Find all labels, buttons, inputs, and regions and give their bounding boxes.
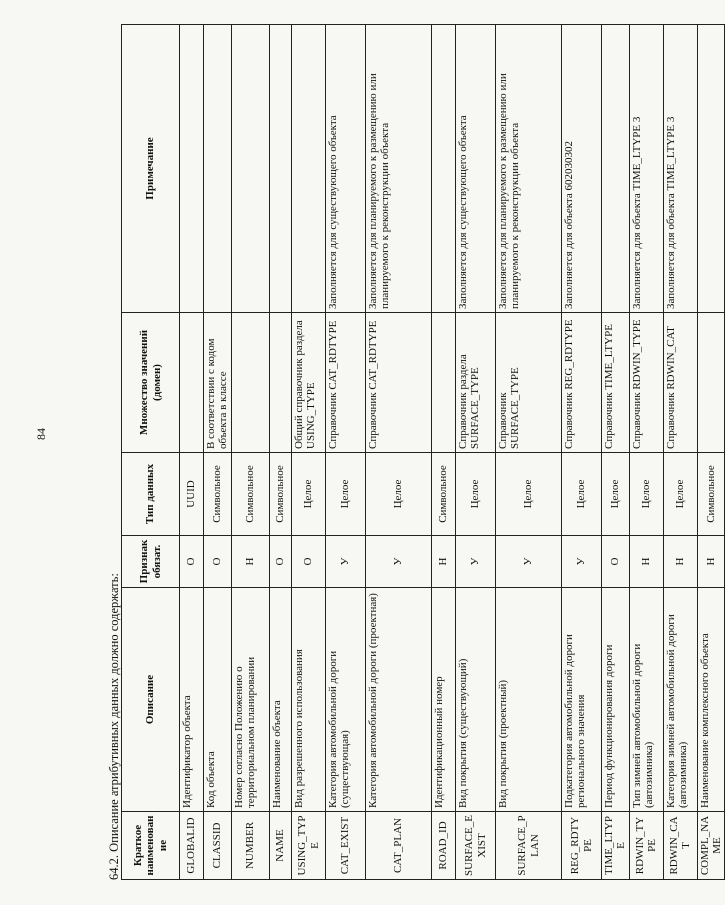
cell-required: О: [204, 536, 232, 588]
cell-required: Н: [663, 536, 697, 588]
cell-domain: [270, 313, 292, 453]
header-domain: Множество значений (домен): [122, 313, 180, 453]
table-row: [180, 25, 204, 880]
cell-short-name: COMPL_NAME: [697, 812, 725, 880]
cell-domain: [432, 313, 456, 453]
table-row: [496, 25, 562, 880]
cell-domain: Справочник раздела SURFACE_TYPE: [456, 313, 496, 453]
table-row: [697, 25, 725, 880]
cell-note: [204, 25, 232, 313]
cell-data-type: Целое: [562, 453, 602, 536]
cell-description: Идентификационный номер: [432, 588, 456, 812]
cell-data-type: Целое: [629, 453, 663, 536]
cell-data-type: Символьное: [697, 453, 725, 536]
cell-domain: В соответствии с кодом объекта в классе: [204, 313, 232, 453]
table-row: [629, 25, 663, 880]
cell-short-name: SURFACE_PLAN: [496, 812, 562, 880]
header-note: Примечание: [122, 25, 180, 313]
cell-description: Вид покрытия (существующий): [456, 588, 496, 812]
table-row: [602, 25, 630, 880]
cell-domain: [232, 313, 270, 453]
cell-required: О: [180, 536, 204, 588]
cell-note: [180, 25, 204, 313]
table-row: [456, 25, 496, 880]
cell-data-type: Целое: [602, 453, 630, 536]
cell-data-type: Целое: [326, 453, 366, 536]
cell-description: Период функционирования дороги: [602, 588, 630, 812]
attribute-table: [121, 24, 725, 880]
header-description: Описание: [122, 588, 180, 812]
cell-required: У: [562, 536, 602, 588]
table-header-row: [122, 25, 180, 880]
table-row: [562, 25, 602, 880]
cell-short-name: REG_RDTYPE: [562, 812, 602, 880]
cell-note: Заполняется для существующего объекта: [326, 25, 366, 313]
rotated-document-sheet: [107, 25, 723, 880]
cell-data-type: UUID: [180, 453, 204, 536]
cell-required: У: [456, 536, 496, 588]
cell-description: Наименование комплексного объекта: [697, 588, 725, 812]
cell-note: Заполняется для объекта TIME_LTYPE 3: [629, 25, 663, 313]
cell-data-type: Символьное: [232, 453, 270, 536]
cell-description: Код объекта: [204, 588, 232, 812]
header-data-type: Тип данных: [122, 453, 180, 536]
cell-note: Заполняется для планируемого к размещению или планируемого к реконструкции объекта: [496, 25, 562, 313]
cell-required: Н: [629, 536, 663, 588]
cell-description: Подкатегория автомобильной дороги регионального значения: [562, 588, 602, 812]
cell-data-type: Символьное: [204, 453, 232, 536]
cell-domain: Справочник RDWIN_TYPE: [629, 313, 663, 453]
cell-note: [697, 25, 725, 313]
table-row: [204, 25, 232, 880]
cell-data-type: Символьное: [432, 453, 456, 536]
cell-data-type: Целое: [292, 453, 326, 536]
cell-note: [270, 25, 292, 313]
cell-short-name: NAME: [270, 812, 292, 880]
cell-short-name: NUMBER: [232, 812, 270, 880]
cell-data-type: Целое: [663, 453, 697, 536]
cell-required: Н: [232, 536, 270, 588]
cell-description: Вид разрешенного использования: [292, 588, 326, 812]
cell-required: О: [602, 536, 630, 588]
cell-data-type: Символьное: [270, 453, 292, 536]
cell-note: [292, 25, 326, 313]
cell-required: О: [292, 536, 326, 588]
cell-note: Заполняется для объекта 602030302: [562, 25, 602, 313]
cell-note: Заполняется для планируемого к размещению или планируемого к реконструкции объекта: [366, 25, 432, 313]
cell-short-name: GLOBALID: [180, 812, 204, 880]
table-row: [663, 25, 697, 880]
cell-required: О: [270, 536, 292, 588]
cell-data-type: Целое: [496, 453, 562, 536]
page-number: 84: [34, 428, 48, 440]
header-required: Признак обязат.: [122, 536, 180, 588]
cell-note: [232, 25, 270, 313]
section-intro: 64.2. Описание атрибутивных данных должно содержать:: [107, 573, 121, 880]
cell-required: У: [366, 536, 432, 588]
cell-note: Заполняется для существующего объекта: [456, 25, 496, 313]
cell-required: Н: [432, 536, 456, 588]
cell-short-name: SURFACE_EXIST: [456, 812, 496, 880]
cell-description: Идентификатор объекта: [180, 588, 204, 812]
cell-data-type: Целое: [456, 453, 496, 536]
table-row: [366, 25, 432, 880]
cell-domain: Общий справочник раздела USING_TYPE: [292, 313, 326, 453]
cell-short-name: TIME_LTYPE: [602, 812, 630, 880]
cell-required: У: [496, 536, 562, 588]
cell-description: Категория автомобильной дороги (существующая): [326, 588, 366, 812]
cell-short-name: RDWIN_CAT: [663, 812, 697, 880]
cell-note: [432, 25, 456, 313]
cell-short-name: CLASSID: [204, 812, 232, 880]
cell-description: Вид покрытия (проектный): [496, 588, 562, 812]
table-row: [270, 25, 292, 880]
cell-short-name: CAT_EXIST: [326, 812, 366, 880]
cell-description: Тип зимней автомобильной дороги (автозимника): [629, 588, 663, 812]
cell-required: Н: [697, 536, 725, 588]
table-row: [326, 25, 366, 880]
cell-domain: Справочник REG_RDTYPE: [562, 313, 602, 453]
cell-description: Номер согласно Положению о территориальном планировании: [232, 588, 270, 812]
cell-description: Наименование объекта: [270, 588, 292, 812]
table-row: [232, 25, 270, 880]
cell-description: Категория зимней автомобильной дороги (автозимника): [663, 588, 697, 812]
cell-data-type: Целое: [366, 453, 432, 536]
cell-domain: [697, 313, 725, 453]
cell-domain: Справочник CAT_RDTYPE: [326, 313, 366, 453]
cell-domain: [180, 313, 204, 453]
cell-note: [602, 25, 630, 313]
cell-description: Категория автомобильной дороги (проектная): [366, 588, 432, 812]
cell-required: У: [326, 536, 366, 588]
cell-domain: Справочник TIME_LTYPE: [602, 313, 630, 453]
table-row: [432, 25, 456, 880]
cell-short-name: USING_TYPE: [292, 812, 326, 880]
table-row: [292, 25, 326, 880]
header-short-name: Краткое наименование: [122, 812, 180, 880]
cell-short-name: ROAD_ID: [432, 812, 456, 880]
cell-domain: Справочник RDWIN_CAT: [663, 313, 697, 453]
cell-note: Заполняется для объекта TIME_LTYPE 3: [663, 25, 697, 313]
cell-domain: Справочник CAT_RDTYPE: [366, 313, 432, 453]
cell-short-name: RDWIN_TYPE: [629, 812, 663, 880]
cell-domain: Справочник SURFACE_TYPE: [496, 313, 562, 453]
cell-short-name: CAT_PLAN: [366, 812, 432, 880]
